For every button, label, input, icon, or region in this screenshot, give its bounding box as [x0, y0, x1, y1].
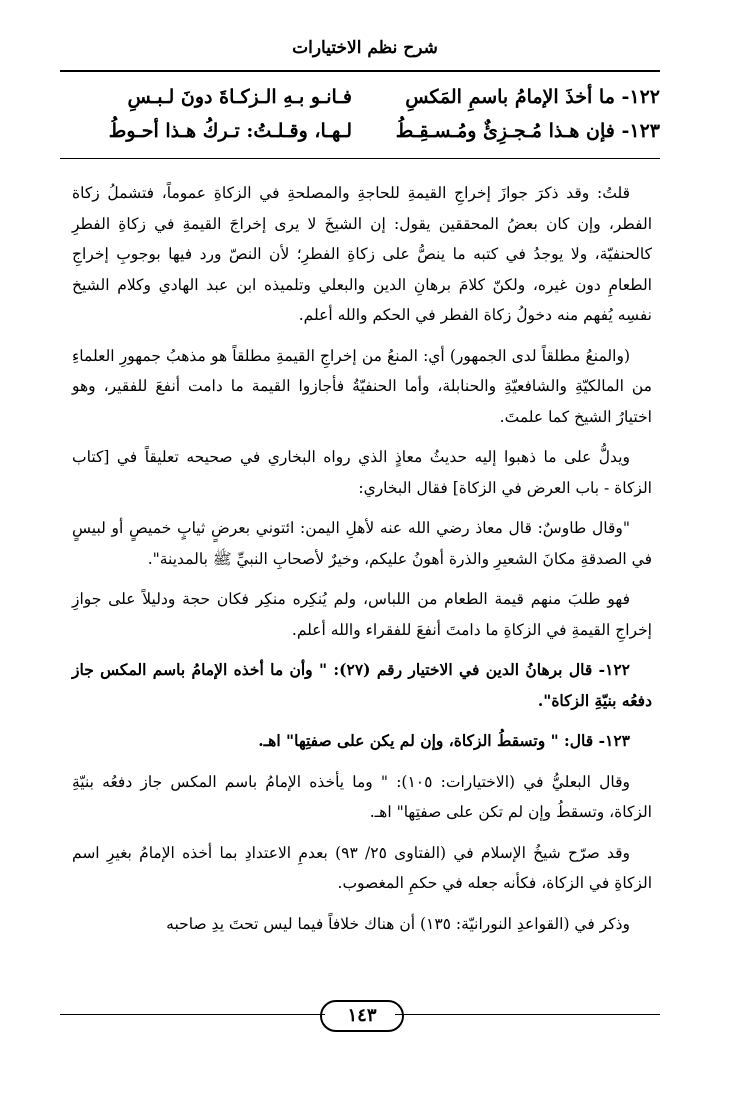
verse-123-first-hemistich: ١٢٣- فإن هـذا مُـجـزِئٌ ومُـسـقِـطُ	[395, 120, 660, 142]
paragraph-1: قلتُ: وقد ذكرَ جوازَ إخراجِ القيمةِ للحاجةِ والمصلحةِ في الزكاةِ عموماً، فتشملُ زكاة الفطر، وإن كان بعضُ المحققين يقول: إن الشيخَ لا يرى إخراجَ القيمةِ في زكاةِ الفطرِ كالحنفيّة، ولا يوجدُ في كتبه ما ينصُّ على زكاةِ الفطرِ؛ لأن النصّ ورد فيها بوجوبِ إخراجِ الطعامِ دون غيره، ولكنّ كلامَ برهانِ الدين والبعلي وتلميذه ابن عبد الهادي وكلام الشيخ نفسِه يُفهم منه دخولُ زكاة الفطر في الحكم والله أعلم.	[72, 184, 652, 324]
commentary-body	[72, 178, 652, 949]
verse-122-second-hemistich: فـانـو بـهِ الـزكـاةَ دونَ لـبـسِ	[127, 86, 352, 108]
verse-122	[62, 86, 660, 120]
paragraph-3: ويدلُّ على ما ذهبوا إليه حديثُ معاذٍ الذي رواه البخاري في صحيحه تعليقاً في [كتاب الزكاة - باب العرض في الزكاة] فقال البخاري:	[72, 448, 652, 497]
poem-verses	[62, 86, 660, 154]
page-footer	[60, 1000, 660, 1030]
verses-rule	[60, 158, 660, 159]
paragraph-qawaid: وذكر في (القواعدِ النورانيّة: ١٣٥) أن هناك خلافاً فيما ليس تحتَ يدِ صاحبه	[166, 914, 630, 933]
footer-rule-left	[60, 1014, 325, 1015]
running-header-title: شرح نظم الاختيارات	[292, 38, 438, 58]
paragraph-baali: وقال البعليُّ في (الاختيارات: ١٠٥): " وما يأخذه الإمامُ باسم المكس جاز دفعُه بنيّةِ الزكاة، وتسقطُ وإن لم تكن على صفتِها" اهـ.	[72, 772, 652, 821]
paragraph-5: فهو طلبَ منهم قيمة الطعام من اللباس، ولم يُنكِره منكِر فكان حجة ودليلاً على جوازِ إخراجِ القيمةِ في الزكاةِ ما دامتَ أنفعَ للفقراء والله أعلم.	[72, 590, 652, 639]
verse-123	[62, 120, 660, 154]
footer-rule-right	[395, 1014, 660, 1015]
paragraph-2: (والمنعُ مطلقاً لدى الجمهور) أي: المنعُ من إخراجِ القيمةِ مطلقاً هو مذهبُ جمهورِ العلماءِ من المالكيّةِ والشافعيّةِ والحنابلة، وأما الحنفيّةُ فأجازوا القيمة ما دامت أنفعَ للفقير، وهو اختيارُ الشيخ كما علمتَ.	[72, 346, 652, 426]
page-number: ١٤٣	[320, 1000, 404, 1032]
paragraph-123: ١٢٣- قال: " وتسقطُ الزكاة، وإن لم يكن على صفتِها" اهـ.	[258, 731, 630, 750]
header-rule	[60, 70, 660, 72]
paragraph-122: ١٢٢- قال برهانُ الدين في الاختيار رقم (٢٧): " وأن ما أخذه الإمامُ باسم المكس جاز دفعُه بنيّةِ الزكاة".	[72, 660, 652, 710]
paragraph-quote: "وقال طاوسٌ: قال معاذ رضي الله عنه لأهلِ اليمن: ائتوني بعرضٍ ثيابٍ خميصٍ أو لبيسٍ في الصدقةِ مكانَ الشعيرِ والذرة أهونُ عليكم، وخيرٌ لأصحابِ النبيِّ ﷺ بالمدينة".	[72, 519, 652, 568]
verse-123-second-hemistich: لـهـا، وقـلـتُ: تـركُ هـذا أحـوطُ	[108, 120, 352, 142]
paragraph-fatawa: وقد صرّح شيخُ الإسلام في (الفتاوى ٢٥/ ٩٣) بعدمِ الاعتدادِ بما أخذه الإمامُ بغيرِ اسم الزكاةِ في الزكاة، فكأنه جعله في حكمِ المغصوب.	[72, 843, 652, 892]
verse-122-first-hemistich: ١٢٢- ما أخذَ الإمامُ باسمِ المَكسِ	[405, 86, 660, 108]
